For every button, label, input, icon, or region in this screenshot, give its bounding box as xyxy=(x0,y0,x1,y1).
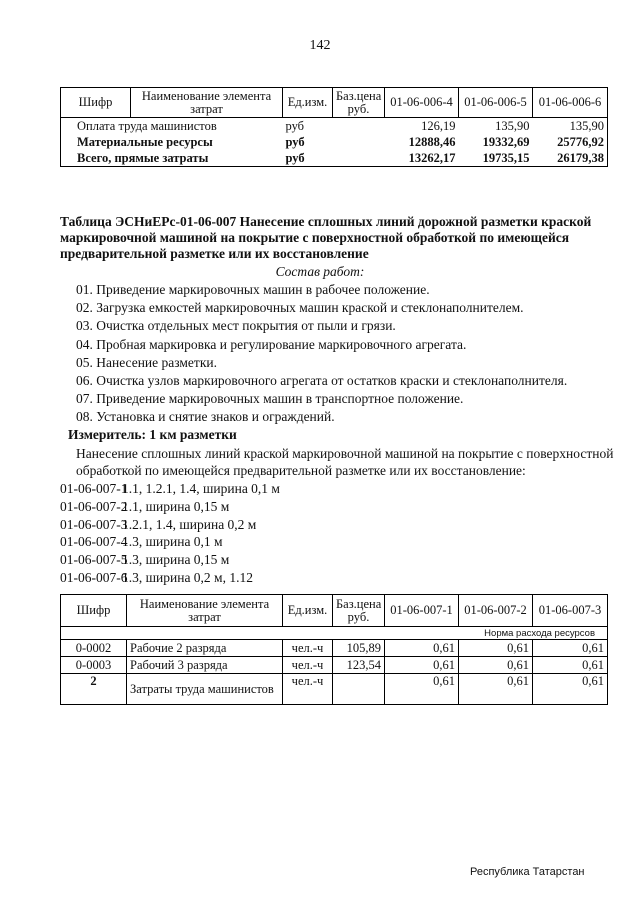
item-text: 1.3, ширина 0,15 м xyxy=(122,552,230,568)
list-item: 02. Загрузка емкостей маркировочных машин краской и стеклонаполнителем. xyxy=(76,300,524,316)
list-item: 03. Очистка отдельных мест покрытия от пыли и грязи. xyxy=(76,318,396,334)
list-item: 08. Установка и снятие знаков и ограждений. xyxy=(76,409,335,425)
code-list xyxy=(60,480,280,587)
item-text: 1.1, 1.2.1, 1.4, ширина 0,1 м xyxy=(122,481,280,496)
list-item xyxy=(60,480,280,498)
row-base-price xyxy=(333,150,385,167)
row-value-3: 135,90 xyxy=(533,118,608,135)
row-unit: чел.-ч xyxy=(283,640,333,657)
row-base-price xyxy=(333,134,385,150)
row-value-1: 13262,17 xyxy=(385,150,459,167)
description: Нанесение сплошных линий краской маркировочной машиной на покрытие с поверхностной обработкой по имеющейся предварительной разметке или их восстановление: xyxy=(76,446,614,478)
row-name: Материальные ресурсы xyxy=(61,134,283,150)
row-value-3: 26179,38 xyxy=(533,150,608,167)
list-item: 05. Нанесение разметки. xyxy=(76,354,217,370)
header-base-price: Баз.цена руб. xyxy=(333,88,385,118)
row-base-price: 123,54 xyxy=(333,657,385,674)
work-composition-heading: Состав работ: xyxy=(275,264,365,279)
header-unit: Ед.изм. xyxy=(283,88,333,118)
header-col-1: 01-06-006-4 xyxy=(385,88,459,118)
list-item: 06. Очистка узлов маркировочного агрегата от остатков краски и стеклонаполнителя. xyxy=(76,372,568,388)
list-item: 07. Приведение маркировочных машин в транспортное положение. xyxy=(76,391,464,407)
row-name: Всего, прямые затраты xyxy=(61,150,283,167)
row-name: Рабочие 2 разряда xyxy=(127,640,283,657)
work-list xyxy=(76,281,567,427)
list-item: 01. Приведение маркировочных машин в рабочее положение. xyxy=(76,282,430,297)
item-text: 1.3, ширина 0,2 м, 1.12 xyxy=(122,569,253,585)
page-number: 142 xyxy=(309,38,331,53)
item-text: 1.1, ширина 0,15 м xyxy=(122,498,230,514)
header-col-2: 01-06-006-5 xyxy=(459,88,533,118)
row-base-price xyxy=(333,118,385,135)
header-col-3: 01-06-007-3 xyxy=(533,595,608,627)
norm-label: Норма расхода ресурсов xyxy=(61,627,608,640)
header-col-3: 01-06-006-6 xyxy=(533,88,608,118)
row-value-2: 135,90 xyxy=(495,119,530,133)
header-name: Наименование элемента затрат xyxy=(127,595,283,627)
footer-region: Республика Татарстан xyxy=(470,866,585,878)
row-value-3: 25776,92 xyxy=(533,134,608,150)
row-value-2: 19735,15 xyxy=(459,150,533,167)
item-code: 01-06-007-3 xyxy=(60,516,128,532)
row-name: Затраты труда машинистов xyxy=(127,674,283,705)
table-row xyxy=(61,674,608,705)
item-text: 1.3, ширина 0,1 м xyxy=(122,534,223,550)
row-value-3: 0,61 xyxy=(533,674,608,705)
row-code: 2 xyxy=(61,674,127,705)
row-value-2: 19332,69 xyxy=(482,135,530,149)
row-value-3: 0,61 xyxy=(533,657,608,674)
row-base-price xyxy=(333,674,385,705)
table-row xyxy=(61,150,608,167)
item-code: 01-06-007-2 xyxy=(60,498,128,514)
item-code: 01-06-007-6 xyxy=(60,569,128,585)
row-value-2: 0,61 xyxy=(459,657,533,674)
item-code: 01-06-007-1 xyxy=(60,481,128,496)
table-row xyxy=(61,118,608,135)
row-value-1: 126,19 xyxy=(421,119,456,133)
section-title: Таблица ЭСНиЕРс-01-06-007 Нанесение сплошных линий дорожной разметки краской маркировочной машиной на покрытие с поверхностной обработкой по имеющейся предварительной разметке или их восстановление xyxy=(60,214,592,261)
header-base-price: Баз.цена руб. xyxy=(333,595,385,627)
row-code: 0-0002 xyxy=(61,640,127,657)
header-unit: Ед.изм. xyxy=(283,595,333,627)
row-unit: руб xyxy=(285,135,305,149)
row-name: Рабочий 3 разряда xyxy=(127,657,283,674)
row-name: Оплата труда машинистов xyxy=(61,118,283,135)
row-base-price: 105,89 xyxy=(333,640,385,657)
measurer: Измеритель: 1 км разметки xyxy=(68,427,237,442)
table-header-row xyxy=(61,88,608,118)
list-item: 04. Пробная маркировка и регулирование маркировочного агрегата. xyxy=(76,336,467,352)
header-col-2: 01-06-007-2 xyxy=(459,595,533,627)
row-value-2: 0,61 xyxy=(459,674,533,705)
row-value-1: 0,61 xyxy=(385,640,459,657)
header-name: Наименование элемента затрат xyxy=(131,88,283,118)
row-value-1: 0,61 xyxy=(385,657,459,674)
table-header-row xyxy=(61,595,608,627)
item-text: 1.2.1, 1.4, ширина 0,2 м xyxy=(122,516,257,532)
row-value-1: 12888,46 xyxy=(408,135,456,149)
table-row xyxy=(61,657,608,674)
resource-norm-table-007 xyxy=(60,594,608,705)
row-unit: чел.-ч xyxy=(283,657,333,674)
list-item xyxy=(60,569,280,587)
list-item xyxy=(60,498,280,516)
norm-label-row xyxy=(61,627,608,640)
table-row xyxy=(61,134,608,150)
row-value-3: 0,61 xyxy=(533,640,608,657)
table-row xyxy=(61,640,608,657)
item-code: 01-06-007-5 xyxy=(60,552,128,568)
header-code: Шифр xyxy=(61,88,131,118)
row-unit: чел.-ч xyxy=(283,674,333,705)
list-item xyxy=(60,516,280,534)
cost-table-006 xyxy=(60,87,608,167)
row-value-2: 0,61 xyxy=(459,640,533,657)
row-unit: руб xyxy=(283,150,333,167)
row-unit: руб xyxy=(285,119,305,133)
item-code: 01-06-007-4 xyxy=(60,534,128,550)
list-item xyxy=(60,551,280,569)
row-value-1: 0,61 xyxy=(385,674,459,705)
header-code: Шифр xyxy=(61,595,127,627)
row-code: 0-0003 xyxy=(61,657,127,674)
list-item xyxy=(60,533,280,551)
header-col-1: 01-06-007-1 xyxy=(385,595,459,627)
